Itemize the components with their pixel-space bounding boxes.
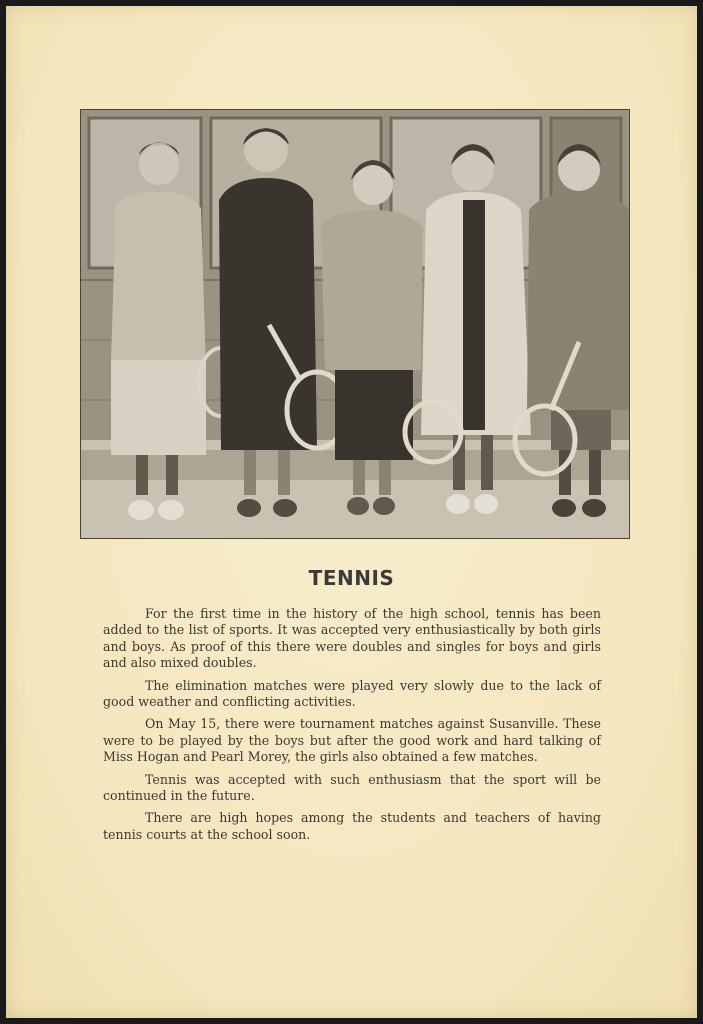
paragraph: There are high hopes among the students and teachers of having tennis courts at the school soon. [103, 810, 601, 842]
team-photo-illustration [81, 110, 629, 538]
yearbook-page [6, 6, 697, 1018]
team-photo [80, 109, 630, 539]
paragraph: On May 15, there were tournament matches against Susanville. These were to be played by the boys but after the good work and hard talking of Miss Hogan and Pearl Morey, the girls also obtained a few matches. [103, 716, 601, 765]
article-title: TENNIS [308, 566, 395, 590]
article-body [103, 606, 601, 849]
paragraph: For the first time in the history of the high school, tennis has been added to the list of sports. It was accepted very enthusiastically by both girls and boys. As proof of this there were doubles and singles for boys and girls and also mixed doubles. [103, 606, 601, 671]
paragraph: The elimination matches were played very slowly due to the lack of good weather and conflicting activities. [103, 677, 601, 710]
paragraph: Tennis was accepted with such enthusiasm that the sport will be continued in the future. [103, 771, 601, 804]
